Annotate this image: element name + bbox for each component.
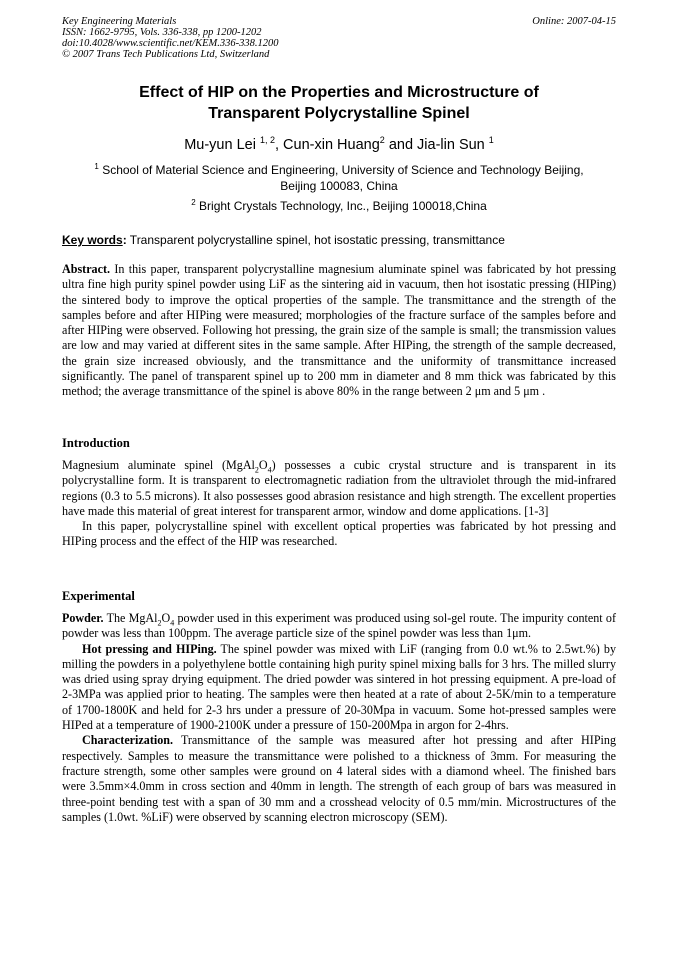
introduction-paragraph-1: Magnesium aluminate spinel $(MgAl_2O_4)$ possesses a cubic crystal structure and is transparent in its polycrystalline form. It is transparent to electromagnetic radiation from the ultraviolet through the mid-infrared regions (0.3 to 5.5 microns). It also possesses good abrasion resistance and high strength. The excellent properties have made this material of great interest for transparent armor, window and dome applications. [1-3] <box>62 458 616 518</box>
paper-title <box>62 82 616 124</box>
keywords <box>62 232 616 248</box>
author-separator: , <box>274 136 284 153</box>
affiliation-1-line-1: School of Material Science and Engineering, University of Science and Technology Beijing, <box>102 163 584 177</box>
keywords-text: Transparent polycrystalline spinel, hot isostatic pressing, transmittance <box>126 233 505 247</box>
copyright-line: © 2007 Trans Tech Publications Ltd, Switzerland <box>62 49 270 60</box>
section-heading-introduction: Introduction <box>62 436 130 450</box>
online-date: Online: 2007-04-15 <box>532 16 616 27</box>
introduction-paragraph-2: In this paper, polycrystalline spinel with excellent optical properties was fabricated by hot pressing and HIPing process and the effect of the HIP was researched. <box>62 519 616 549</box>
author-1: Mu-yun Lei <box>184 136 256 153</box>
doi-line: doi:10.4028/www.scientific.net/KEM.336-338.1200 <box>62 38 279 49</box>
characterization-label: Characterization. <box>82 733 174 748</box>
hot-pressing-paragraph <box>62 642 616 734</box>
hot-pressing-label: Hot pressing and HIPing. <box>82 641 217 656</box>
affiliation-2 <box>62 195 616 214</box>
affiliation-2-number: 2 <box>191 198 196 207</box>
author-3-affil: 1 <box>488 135 494 145</box>
title-line-1: Effect of HIP on the Properties and Microstructure of <box>139 84 539 101</box>
author-list <box>62 131 616 154</box>
keywords-colon: : <box>122 233 127 247</box>
characterization-text: Transmittance of the sample was measured after hot pressing and after HIPing respectively. Samples to measure the transmittance were polished to a thickness of 3mm. For measuring the fracture strength, some other samples were ground on 4 lateral sides with a diamond wheel. The finished bars were 3.5mm×4.0mm in cross section and 40mm in length. The strength of each group of bars was measured in three-point bending test with a span of 30 mm and a crosshead velocity of 0.5 mm/min. Microstructures of the samples (1.0wt. %LiF) were observed by scanning electron microscopy (SEM). <box>62 733 616 824</box>
keywords-label: Key words <box>62 233 123 247</box>
title-line-2: Transparent Polycrystalline Spinel <box>208 105 470 122</box>
author-1-affil: 1, 2 <box>259 135 275 145</box>
author-2: Cun-xin Huang <box>283 136 380 153</box>
abstract-text: In this paper, transparent polycrystalline magnesium aluminate spinel was fabricated by hot pressing ultra fine high purity spinel powder using LiF as the sintering aid in vacuum, then hot isostatic pressing (HIPing) the sintered body to improve the optical properties of the sample. The transmittance and the strength of the samples before and after HIPing were measured; morphologies of the fracture surface of the samples before and after HIPing were observed. Following hot pressing, the grain size of the sample is small; the transmission values are low and may varied at different sites in the same sample. After HIPing, the strength of the sample decreased, the grain size increased obviously, and the transmittance and the uniformity of transmittance increased significantly. The panel of transparent spinel up to 200 mm in diameter and 8 mm thick was fabricated by this method; the average transmittance of the spinel is above 80% in the range between 2 μm and 5 μm . <box>62 262 616 399</box>
affiliation-1-line-2: Beijing 100083, China <box>280 179 398 193</box>
affiliation-1-number: 1 <box>94 162 99 171</box>
abstract <box>62 262 616 400</box>
experimental-body <box>62 611 616 825</box>
journal-name: Key Engineering Materials <box>62 16 177 27</box>
issn-line: ISSN: 1662-9795, Vols. 336-338, pp 1200-1202 <box>62 27 262 38</box>
affiliation-1 <box>62 159 616 194</box>
affiliation-2-text: Bright Crystals Technology, Inc., Beijing 100018,China <box>199 199 487 213</box>
author-3: Jia-lin Sun <box>417 136 485 153</box>
powder-paragraph: Powder. The $MgAl_2O_4$ powder used in this experiment was produced using sol-gel route. The impurity content of powder was less than 100ppm. The average particle size of the spinel powder was less than 1μm. <box>62 611 616 641</box>
introduction-body <box>62 458 616 550</box>
characterization-paragraph <box>62 733 616 825</box>
hot-pressing-text: The spinel powder was mixed with LiF (ranging from 0.0 wt.% to 2.5wt.%) by milling the powders in a polyethylene bottle containing high purity spinel mixing balls for 3 hrs. The milled slurry was dried using spray drying equipment. The dried powder was sintered in hot pressing equipment. A pre-load of 2-3MPa was applied prior to heating. The samples were then heated at a rate of about 2-5K/min to a temperature of 1700-1800K and held for 2-3 hrs under a pressure of 20-30Mpa in vacuum. Some hot-pressed samples were HIPed at a temperature of 1900-2100K under a pressure of 150-200Mpa in argon for 2-4hrs. <box>62 641 616 733</box>
section-heading-experimental: Experimental <box>62 589 135 603</box>
author-2-affil: 2 <box>379 135 385 145</box>
journal-header <box>62 16 616 60</box>
abstract-label: Abstract. <box>62 262 111 276</box>
powder-label: Powder. <box>62 611 104 625</box>
author-separator: and <box>384 136 418 153</box>
